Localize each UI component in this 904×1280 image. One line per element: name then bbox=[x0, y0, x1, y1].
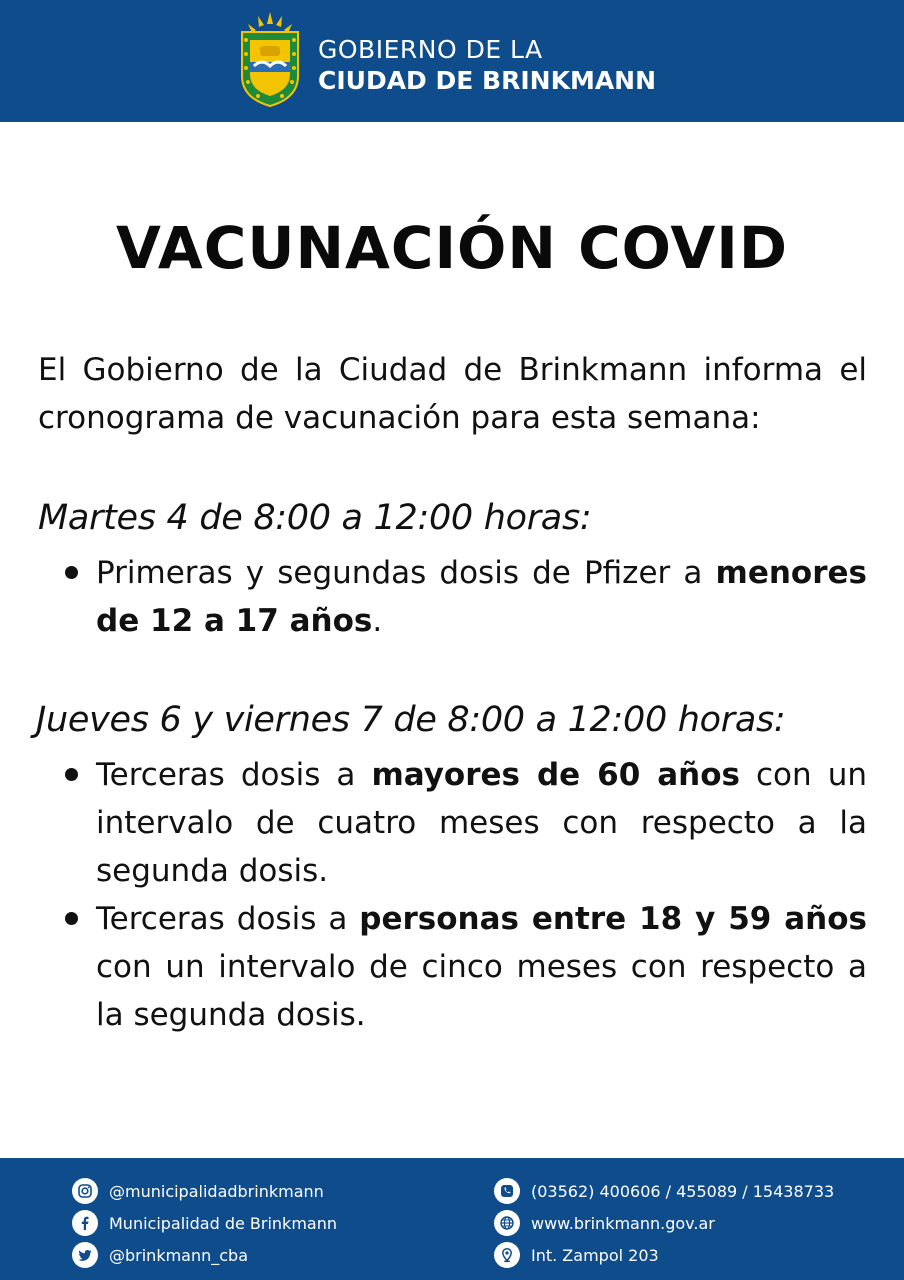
facebook-link[interactable] bbox=[72, 1210, 337, 1236]
schedule-item-list bbox=[96, 549, 867, 645]
item-highlight: personas entre 18 y 59 años bbox=[359, 901, 867, 937]
phone-contact[interactable] bbox=[494, 1178, 834, 1204]
bullet-icon bbox=[65, 566, 78, 579]
bullet-icon bbox=[65, 768, 78, 781]
schedule-item-list bbox=[96, 751, 867, 1039]
intro-paragraph: El Gobierno de la Ciudad de Brinkmann informa el cronograma de vacunación para esta semana: bbox=[38, 352, 867, 436]
schedule-list-item bbox=[96, 549, 867, 645]
item-text-end: con un intervalo de cinco meses con respecto a la segunda dosis. bbox=[96, 949, 867, 1033]
header-banner bbox=[0, 0, 904, 122]
brand-name bbox=[318, 34, 656, 96]
phone-icon bbox=[494, 1178, 520, 1204]
instagram-icon bbox=[72, 1178, 98, 1204]
item-text: Terceras dosis a bbox=[96, 901, 360, 937]
brand-line-2: CIUDAD DE BRINKMANN bbox=[318, 66, 657, 95]
instagram-handle: @municipalidadbrinkmann bbox=[109, 1181, 324, 1201]
facebook-icon bbox=[72, 1210, 98, 1236]
item-text: Terceras dosis a bbox=[96, 757, 372, 793]
twitter-icon bbox=[72, 1242, 98, 1268]
twitter-link[interactable] bbox=[72, 1242, 248, 1268]
facebook-page: Municipalidad de Brinkmann bbox=[109, 1213, 337, 1233]
schedule-day-heading: Jueves 6 y viernes 7 de 8:00 a 12:00 horas: bbox=[36, 700, 786, 740]
city-crest-logo bbox=[236, 10, 304, 110]
item-text: Primeras y segundas dosis de Pfizer a bbox=[96, 555, 716, 591]
schedule-list-item bbox=[96, 895, 867, 1039]
schedule-list-item bbox=[96, 751, 867, 895]
item-highlight: mayores de 60 años bbox=[371, 757, 740, 793]
phone-numbers: (03562) 400606 / 455089 / 15438733 bbox=[531, 1181, 835, 1201]
brand-line-1: GOBIERNO DE LA bbox=[318, 35, 543, 64]
page-title: VACUNACIÓN COVID bbox=[115, 214, 789, 282]
item-text-end: con un intervalo de cuatro meses con respecto a la segunda dosis. bbox=[96, 757, 867, 889]
instagram-link[interactable] bbox=[72, 1178, 324, 1204]
location-pin-icon bbox=[494, 1242, 520, 1268]
twitter-handle: @brinkmann_cba bbox=[109, 1245, 249, 1265]
item-text-end: . bbox=[372, 603, 383, 639]
globe-icon bbox=[494, 1210, 520, 1236]
item-highlight: menores de 12 a 17 años bbox=[96, 555, 867, 639]
address-contact bbox=[494, 1242, 659, 1268]
website-link[interactable] bbox=[494, 1210, 715, 1236]
website-url: www.brinkmann.gov.ar bbox=[531, 1213, 715, 1233]
bullet-icon bbox=[65, 912, 78, 925]
schedule-day-heading: Martes 4 de 8:00 a 12:00 horas: bbox=[38, 498, 592, 538]
footer-contact-bar bbox=[0, 1158, 904, 1280]
street-address: Int. Zampol 203 bbox=[531, 1245, 659, 1265]
